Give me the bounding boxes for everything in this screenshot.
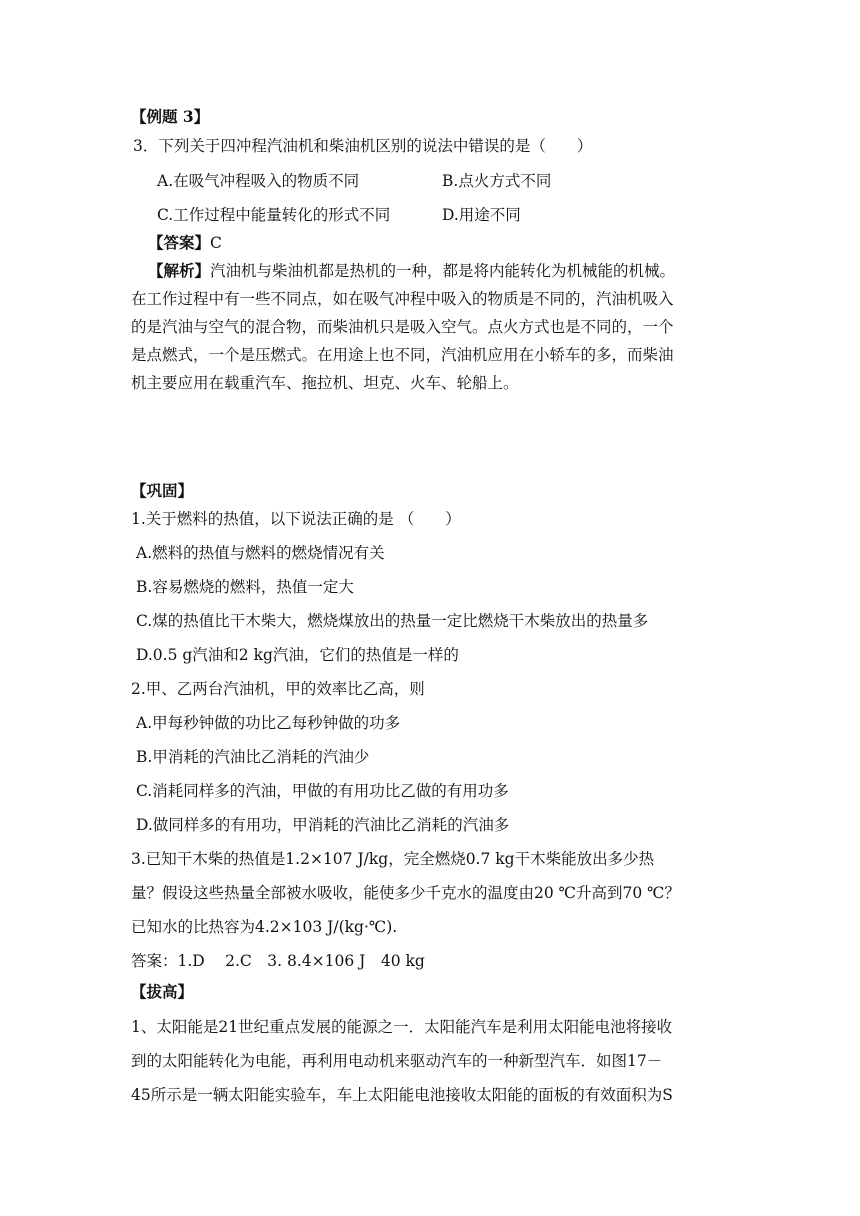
- analysis-text: 汽油机与柴油机都是热机的一种，都是将内能转化为机械能的机械。: [210, 262, 676, 280]
- question-3-line: 3.已知干木柴的热值是1.2×107 J/kg，完全燃烧0.7 kg干木柴能放出多少热: [131, 850, 655, 868]
- question-1: 1.关于燃料的热值，以下说法正确的是 （ ）: [131, 510, 461, 528]
- analysis-line: 的是汽油与空气的混合物，而柴油机只是吸入空气。点火方式也是不同的，一个: [131, 318, 674, 336]
- answer-value: C: [210, 234, 222, 252]
- question-3-line: 已知水的比热容为4.2×103 J/(kg·℃).: [131, 918, 398, 936]
- question-1-option-a: A.燃料的热值与燃料的燃烧情况有关: [136, 544, 385, 562]
- question-2-option-b: B.甲消耗的汽油比乙消耗的汽油少: [136, 748, 370, 766]
- question-1-option-c: C.煤的热值比干木柴大，燃烧煤放出的热量一定比燃烧干木柴放出的热量多: [136, 612, 649, 630]
- question-3-line: 量？假设这些热量全部被水吸收，能使多少千克水的温度由20 ℃升高到70 ℃？: [131, 884, 680, 902]
- question-2-option-c: C.消耗同样多的汽油，甲做的有用功比乙做的有用功多: [136, 782, 509, 800]
- improve-heading: 【拔高】: [131, 982, 194, 1001]
- question-2: 2.甲、乙两台汽油机，甲的效率比乙高，则: [131, 680, 425, 698]
- question-2-option-a: A.甲每秒钟做的功比乙每秒钟做的功多: [136, 714, 401, 732]
- example3-analysis-first-line: [148, 260, 675, 282]
- consolidate-answers: 答案：1.D 2.C 3. 8.4×106 J 40 kg: [131, 952, 425, 970]
- analysis-label: 【解析】: [148, 261, 211, 280]
- example3-option-b: B.点火方式不同: [442, 172, 552, 190]
- analysis-line: 是点燃式，一个是压燃式。在用途上也不同，汽油机应用在小轿车的多，而柴油: [131, 346, 674, 364]
- example3-option-c: C.工作过程中能量转化的形式不同: [157, 206, 391, 224]
- example3-option-d: D.用途不同: [442, 206, 521, 224]
- example3-answer: [148, 232, 222, 254]
- question-2-option-d: D.做同样多的有用功，甲消耗的汽油比乙消耗的汽油多: [136, 816, 510, 834]
- example3-heading: 【例题 3】: [131, 107, 210, 126]
- question-1-option-d: D.0.5 g汽油和2 kg汽油，它们的热值是一样的: [136, 646, 459, 664]
- analysis-line: 机主要应用在载重汽车、拖拉机、坦克、火车、轮船上。: [131, 374, 519, 392]
- consolidate-heading: 【巩固】: [131, 481, 194, 500]
- improve-line: 到的太阳能转化为电能，再利用电动机来驱动汽车的一种新型汽车．如图17－: [131, 1052, 663, 1070]
- answer-label: 【答案】: [148, 233, 211, 252]
- analysis-line: 在工作过程中有一些不同点，如在吸气冲程中吸入的物质是不同的，汽油机吸入: [131, 290, 674, 308]
- question-1-option-b: B.容易燃烧的燃料，热值一定大: [136, 578, 354, 596]
- improve-line: 1、太阳能是21世纪重点发展的能源之一．太阳能汽车是利用太阳能电池将接收: [131, 1018, 673, 1036]
- example3-question: 3．下列关于四冲程汽油机和柴油机区别的说法中错误的是（ ）: [133, 137, 593, 155]
- improve-line: 45所示是一辆太阳能实验车，车上太阳能电池接收太阳能的面板的有效面积为S: [131, 1086, 673, 1104]
- example3-option-a: A.在吸气冲程吸入的物质不同: [157, 172, 360, 190]
